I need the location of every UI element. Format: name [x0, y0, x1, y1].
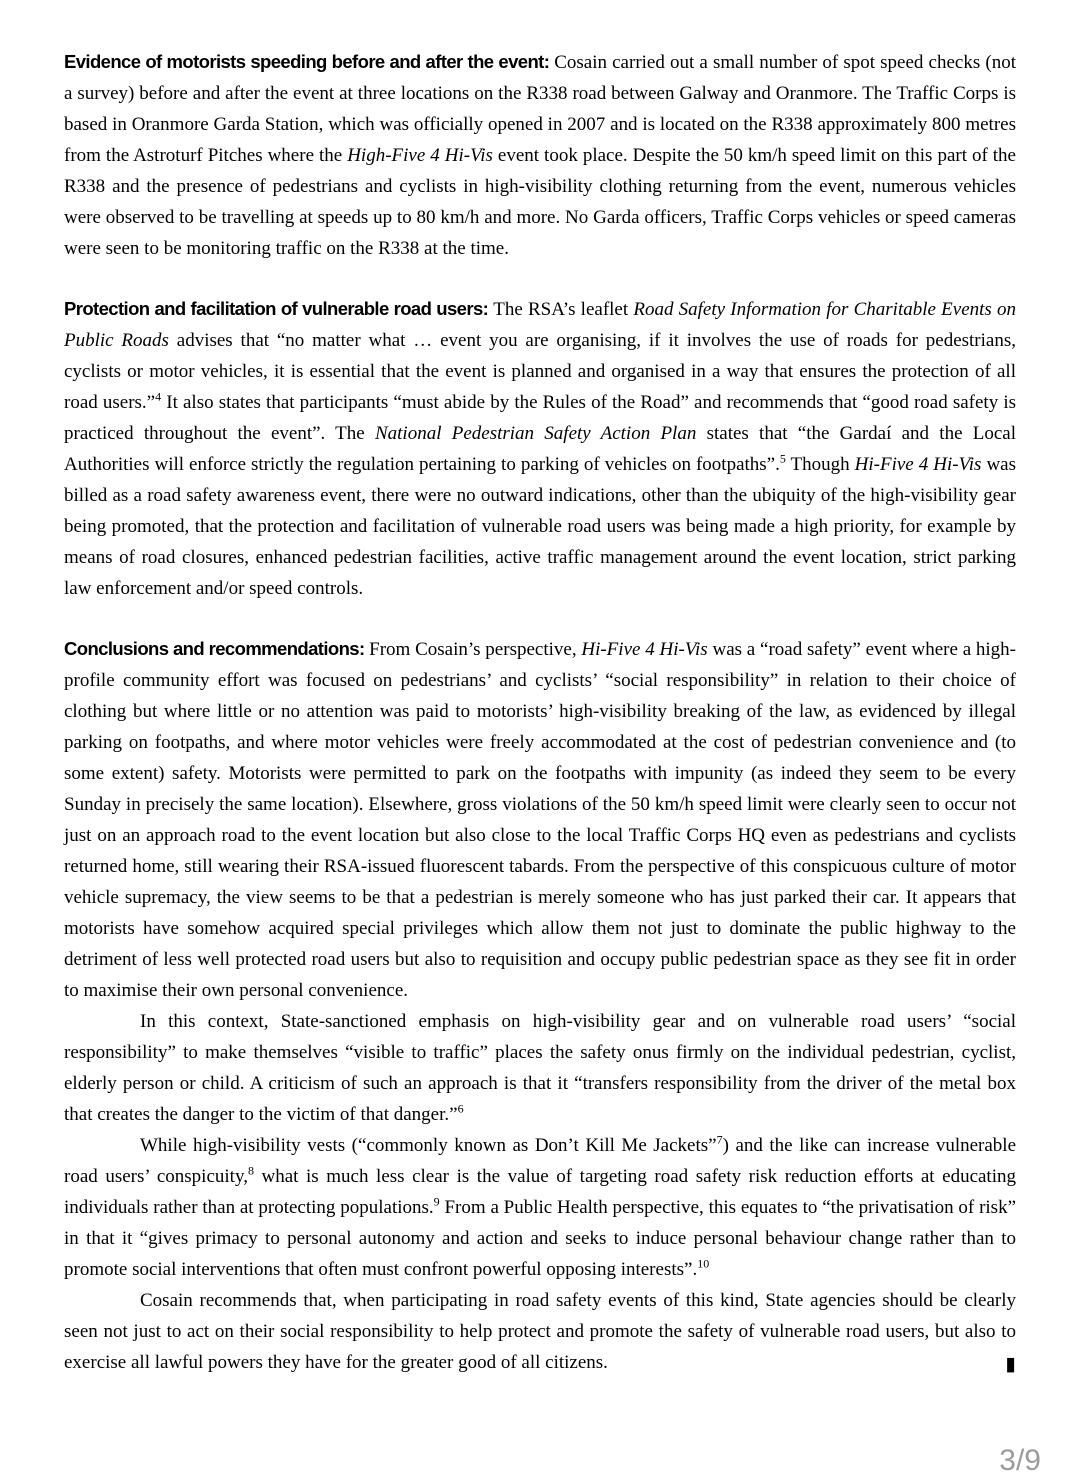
- footnote-marker: 7: [716, 1132, 723, 1147]
- paragraph: [64, 293, 1016, 604]
- body-text: Cosain recommends that, when participating in road safety events of this kind, State agencies should be clearly seen not just to act on their social responsibility to help protect and promote the safety of vulnerable road users, but also to exercise all lawful powers they have for the greater good of all citizens.: [64, 1290, 1016, 1373]
- footnote-marker: 6: [457, 1101, 464, 1116]
- body-text: states that “the Gardaí and the Local Authorities will enforce strictly the regulation pertaining to parking of vehicles on footpaths”.: [64, 423, 1016, 475]
- body-text: ) and the like can increase vulnerable road users’ conspicuity,: [64, 1135, 1017, 1187]
- body-text: It also states that participants “must abide by the Rules of the Road” and recommends that “good road safety is practiced throughout the event”. The: [64, 392, 1016, 444]
- page-number: 3/9: [999, 1444, 1041, 1477]
- body-text: event took place. Despite the 50 km/h speed limit on this part of the R338 and the presence of pedestrians and cyclists in high-visibility clothing returning from the event, numerous vehicles were observed to be travelling at speeds up to 80 km/h and more. No Garda officers, Traffic Corps vehicles or speed cameras were seen to be monitoring traffic on the R338 at the time.: [64, 145, 1016, 259]
- body-text: While high-visibility vests (“commonly known as Don’t Kill Me Jackets”: [140, 1135, 717, 1156]
- body-text: was billed as a road safety awareness event, there were no outward indications, other than the ubiquity of the high-visibility gear being promoted, that the protection and facilitation of vulnerable road users was being made a high priority, for example by means of road closures, enhanced pedestrian facilities, active traffic management around the event location, strict parking law enforcement and/or speed controls.: [64, 454, 1016, 599]
- body-text: was a “road safety” event where a high-profile community effort was focused on pedestrians’ and cyclists’ “social responsibility” in relation to their choice of clothing but where little or no attention was paid to motorists’ high-visibility breaking of the law, as evidenced by illegal parking on footpaths, and where motor vehicles were freely accommodated at the cost of pedestrian convenience and (to some extent) safety. Motorists were permitted to park on the footpaths with impunity (as indeed they seem to be every Sunday in precisely the same location). Elsewhere, gross violations of the 50 km/h speed limit were clearly seen to occur not just on an approach road to the event location but also close to the local Traffic Corps HQ even as pedestrians and cyclists returned home, still wearing their RSA-issued fluorescent tabards. From the perspective of this conspicuous culture of motor vehicle supremacy, the view seems to be that a pedestrian is merely someone who has just parked their car. It appears that motorists have somehow acquired special privileges which allow them not just to dominate the public highway to the detriment of less well protected road users but also to requisition and occupy public pedestrian space as they see fit in order to maximise their own personal convenience.: [64, 639, 1017, 1001]
- section-heading: Evidence of motorists speeding before and after the event:: [64, 51, 555, 72]
- body-text: From a Public Health perspective, this equates to “the privatisation of risk” in that it “gives primacy to personal autonomy and action and seeks to induce personal behaviour change rather than to promote social interventions that often must confront powerful opposing interests”.: [64, 1197, 1016, 1280]
- body-text: Cosain carried out a small number of spot speed checks (not a survey) before and after the event at three locations on the R338 road between Galway and Oranmore. The Traffic Corps is based in Oranmore Garda Station, which was officially opened in 2007 and is located on the R338 approximately 800 metres from the Astroturf Pitches where the: [64, 52, 1016, 166]
- section-heading: Protection and facilitation of vulnerable road users:: [64, 298, 494, 319]
- end-of-article-mark: ▮: [1005, 1353, 1016, 1375]
- footnote-marker: 8: [247, 1163, 254, 1178]
- footnote-marker: 9: [433, 1194, 440, 1209]
- body-text: what is much less clear is the value of targeting road safety risk reduction efforts at educating individuals rather than at protecting populations.: [64, 1166, 1016, 1218]
- body-text: advises that “no matter what … event you are organising, if it involves the use of roads for pedestrians, cyclists or motor vehicles, it is essential that the event is planned and organised in a way that ensures the protection of all road users.”: [64, 330, 1016, 413]
- italic-title: Hi-Five 4 Hi-Vis: [854, 454, 982, 475]
- footnote-marker: 4: [155, 389, 162, 404]
- italic-title: Hi-Five 4 Hi-Vis: [581, 639, 708, 660]
- footnote-marker: 10: [697, 1256, 710, 1271]
- italic-title: National Pedestrian Safety Action Plan: [374, 423, 697, 444]
- body-text: Though: [785, 454, 855, 475]
- italic-title: Road Safety Information for Charitable Events on Public Roads: [64, 299, 1016, 351]
- document-section: [64, 293, 1016, 604]
- body-text: The RSA’s leaflet: [493, 299, 634, 320]
- body-text: From Cosain’s perspective,: [369, 639, 582, 660]
- body-text: In this context, State-sanctioned emphasis on high-visibility gear and on vulnerable road users’ “social responsibility” to make themselves “visible to traffic” places the safety onus firmly on the individual pedestrian, cyclist, elderly person or child. A criticism of such an approach is that it “transfers responsibility from the driver of the metal box that creates the danger to the victim of that danger.”: [64, 1011, 1016, 1125]
- section-heading: Conclusions and recommendations:: [64, 638, 370, 659]
- paragraph: [64, 1006, 1016, 1130]
- document-section: [64, 46, 1016, 264]
- paragraph: [64, 1130, 1016, 1285]
- paragraph: [64, 1285, 1016, 1378]
- document-body: [64, 46, 1016, 1378]
- italic-title: High-Five 4 Hi-Vis: [347, 145, 493, 166]
- footnote-marker: 5: [779, 451, 786, 466]
- paragraph: [64, 633, 1016, 1006]
- document-section: [64, 633, 1016, 1378]
- paragraph: [64, 46, 1016, 264]
